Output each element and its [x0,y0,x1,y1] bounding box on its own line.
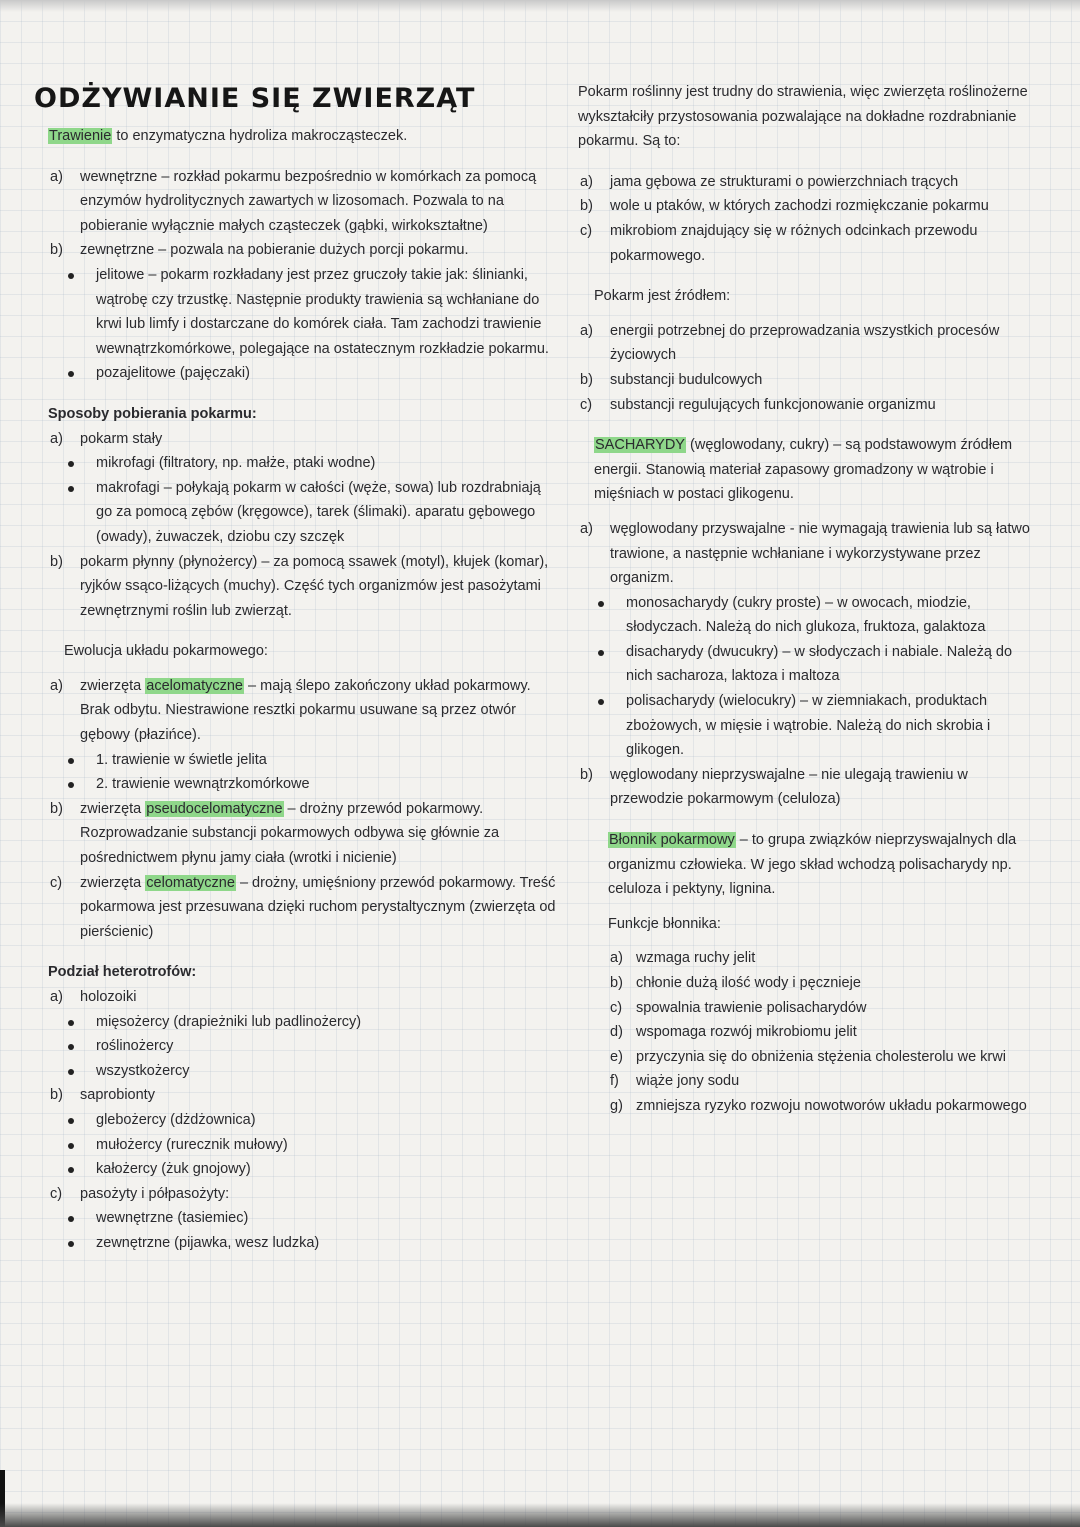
blonnik-highlight: Błonnik pokarmowy [609,832,735,849]
list-item: a) holozoiki [50,989,137,1005]
list-item: polisacharydy (wielocukry) – w ziemniakach, produktach zbożowych, w mięsie i wątrobie. Należą do nich skrobia i glikogen. [578,689,1038,763]
celomatyczne-highlight: celomatyczne [146,874,235,891]
list-item: b) substancji budulcowych [580,371,763,388]
list-item: roślinożercy [48,1034,558,1059]
sacharydy-paragraph: SACHARYDY (węglowodany, cukry) – są podstawowym źródłem energii. Stanowią materiał zapasowy gromadzony w wątrobie i mięśniach w postaci glikogenu. [594,437,1013,503]
list-item: 2. trawienie wewnątrzkomórkowe [48,772,558,797]
blonnik-paragraph: Błonnik pokarmowy – to grupa związków nieprzyswajalnych dla organizmu człowieka. W jego skład wchodzą polisacharydy np. celuloza i pektyny, lignina. [608,832,1017,898]
list-item: mikrofagi (filtratory, np. małże, ptaki wodne) [48,451,558,476]
list-item: pozajelitowe (pajęczaki) [48,361,558,386]
list-item: wszystkożercy [48,1059,558,1084]
list-item: b) zewnętrzne – pozwala na pobieranie dużych porcji pokarmu. [50,242,469,259]
list-item: b) węglowodany nieprzyswajalne – nie ulegają trawieniu w przewodzie pokarmowym (celuloza) [580,766,968,808]
list-item: a) wewnętrzne – rozkład pokarmu bezpośrednio w komórkach za pomocą enzymów hydrolitycznych zawartych w lizosomach. Pozwala to na pobieranie wyłącznie małych cząsteczek (gąbki, wirkokształtne) [50,168,537,234]
list-item: 1. trawienie w świetle jelita [48,748,558,773]
weglowodany-list [578,517,1038,591]
list-item: c) spowalnia trawienie polisacharydów [610,999,867,1016]
list-item: mułożercy (rurecznik mułowy) [48,1133,558,1158]
list-item: g) zmniejsza ryzyko rozwoju nowotworów układu pokarmowego [610,1097,1027,1114]
list-item: b) wole u ptaków, w których zachodzi rozmiękczanie pokarmu [580,198,989,215]
funkcje-list [608,946,1038,1118]
list-item: c) pasożyty i półpasożyty: [50,1185,230,1202]
list-item: a) energii potrzebnej do przeprowadzania wszystkich procesów życiowych [580,322,1000,364]
acelomatyczne-highlight: acelomatyczne [146,677,243,694]
zrodlo-list [578,319,1038,417]
list-item: zewnętrzne (pijawka, wesz ludzka) [48,1231,558,1256]
list-item: a) jama gębowa ze strukturami o powierzchniach trących [580,173,959,190]
list-item: jelitowe – pokarm rozkładany jest przez gruczoły takie jak: ślinianki, wątrobę czy trzustkę. Następnie produkty trawienia są wchłaniane do krwi lub limfy i dostarczane do komórek ciała. Tam zachodzi trawienie wewnątrzkomórkowe, polegające na ostatecznym rozkładzie pokarmu. [48,263,558,361]
sposoby-list [48,427,558,452]
trawienie-types-list [48,165,558,263]
list-item: a) węglowodany przyswajalne - nie wymagają trawienia lub są łatwo trawione, a następnie wchłaniane i wykorzystywane przez organizm. [580,520,1030,587]
list-item: f) wiąże jony sodu [610,1073,740,1090]
trawienie-highlight: Trawienie [49,128,112,144]
sacharydy-highlight: SACHARYDY [595,437,685,454]
section-heading: Podział heterotrofów: [48,964,197,981]
ewolucja-list [48,674,558,748]
list-item: disacharydy (dwucukry) – w słodyczach i nabiale. Należą do nich sacharoza, laktoza i maltoza [578,640,1038,689]
section-heading: Funkcje błonnika: [608,915,721,932]
list-item: c) zwierzęta celomatyczne – drożny, umięśniony przewód pokarmowy. Treść pokarmowa jest przesuwana dzięki ruchom perystaltycznym (zwierzęta od pierścienic) [50,874,556,940]
list-item: b) saprobionty [50,1087,155,1104]
list-item: a) pokarm stały [50,430,163,447]
list-item: makrofagi – połykają pokarm w całości (węże, sowa) lub rozdrabniają go za pomocą zębów (kręgowce), tarek (ślimaki). aparatu gębowego (owady), żuwaczek, dziobu czy szczęk [48,476,558,550]
ewolucja-a-bullets [48,748,558,797]
section-heading: Ewolucja układu pokarmowego: [64,643,268,660]
list-item: glebożercy (dżdżownica) [48,1108,558,1133]
list-item: b) chłonie dużą ilość wody i pęcznieje [610,975,861,991]
list-item: wewnętrzne (tasiemiec) [48,1206,558,1231]
section-heading: Pokarm jest źródłem: [594,288,731,305]
list-item: b) zwierzęta pseudocelomatyczne – drożny przewód pokarmowy. Rozprowadzanie substancji pokarmowych odbywa się głównie za pośrednictwem płynu jamy ciała (wrotki i nicienie) [50,800,500,867]
list-item: mięsożercy (drapieżniki lub padlinożercy) [48,1010,558,1035]
list-item: e) przyczynia się do obniżenia stężenia cholesterolu we krwi [610,1048,1006,1065]
adaptations-list [578,170,1038,268]
sposoby-a-bullets [48,451,558,549]
list-item: a) zwierzęta acelomatyczne – mają ślepo zakończony układ pokarmowy. Brak odbytu. Niestrawione resztki pokarmu usuwane są przez otwór gębowy (płazińce). [50,677,531,744]
page-top-shadow [0,0,1080,12]
page-bottom-shadow [0,1503,1080,1527]
trawienie-definition: Trawienie to enzymatyczna hydroliza makrocząsteczek. [49,128,408,144]
list-item: d) wspomaga rozwój mikrobiomu jelit [610,1024,857,1041]
list-item: a) wzmaga ruchy jelit [610,950,756,967]
list-item: kałożercy (żuk gnojowy) [48,1157,558,1182]
list-item: monosacharydy (cukry proste) – w owocach, miodzie, słodyczach. Należą do nich glukoza, fruktoza, galaktoza [578,591,1038,640]
zewnetrzne-bullets [48,263,558,386]
intro-paragraph: Pokarm roślinny jest trudny do strawienia, więc zwierzęta roślinożerne wykształciły przystosowania pozwalające na dokładne rozdrabnianie pokarmu. Są to: [578,84,1028,150]
podzial-list [48,985,558,1010]
list-item: b) pokarm płynny (płynożercy) – za pomocą ssawek (motyl), kłujek (komar), ryjków ssąco-liżących (muchy). Część tych organizmów jest pasożytami zewnętrznymi roślin lub zwierząt. [50,553,549,619]
left-column [34,82,558,1256]
section-heading: Sposoby pobierania pokarmu: [48,405,257,422]
page-title: ODŻYWIANIE SIĘ ZWIERZĄT [34,83,476,114]
weglowodany-a-bullets [578,591,1038,763]
list-item: c) mikrobiom znajdujący się w różnych odcinkach przewodu pokarmowego. [580,222,978,264]
list-item: c) substancji regulujących funkcjonowanie organizmu [580,396,936,413]
right-column [578,80,1038,1119]
pseudocelomatyczne-highlight: pseudocelomatyczne [146,800,283,817]
